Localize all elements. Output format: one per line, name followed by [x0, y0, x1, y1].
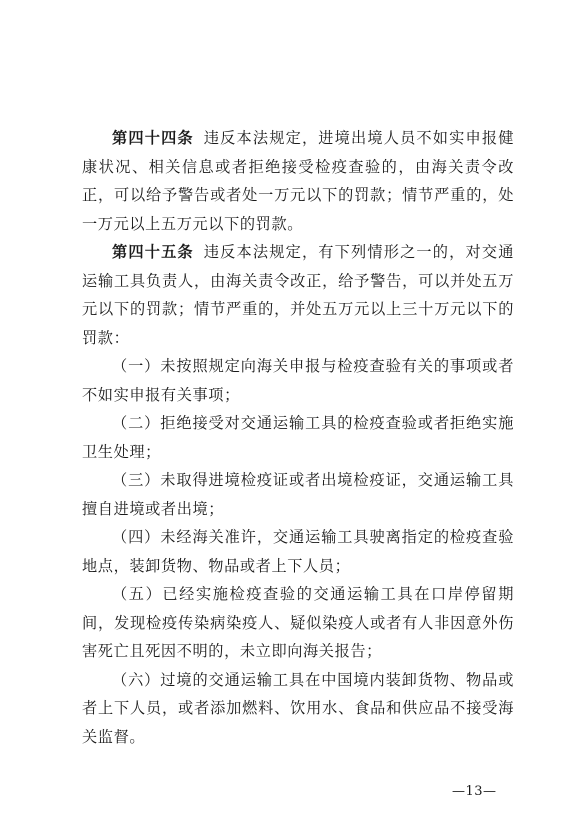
- article-45-number: 第四十五条: [112, 243, 194, 261]
- article-45-item-6: （六）过境的交通运输工具在中国境内装卸货物、物品或者上下人员，或者添加燃料、饮用水、食品和供应品不接受海关监督。: [82, 670, 514, 746]
- article-45-text: 违反本法规定，有下列情形之一的，对交通运输工具负责人，由海关责令改正，给予警告，可以并处五万元以下的罚款；情节严重的，并处五万元以上三十万元以下的罚款：: [82, 243, 515, 347]
- article-45-item-5: （五）已经实施检疫查验的交通运输工具在口岸停留期间，发现检疫传染病染疫人、疑似染疫人或者有人非因意外伤害死亡且死因不明的，未立即向海关报告；: [82, 585, 514, 660]
- article-45-item-4: （四）未经海关准许，交通运输工具驶离指定的检疫查验地点，装卸货物、物品或者上下人员；: [82, 528, 514, 575]
- article-45-item-2: （二）拒绝接受对交通运输工具的检疫查验或者拒绝实施卫生处理；: [82, 414, 514, 461]
- document-body: [82, 124, 514, 751]
- article-45-item-3: （三）未取得进境检疫证或者出境检疫证，交通运输工具擅自进境或者出境；: [82, 471, 514, 518]
- page-number: —13—: [452, 784, 497, 799]
- article-45: [82, 238, 514, 352]
- article-44: [82, 124, 514, 238]
- article-45-item-1: （一）未按照规定向海关申报与检疫查验有关的事项或者不如实申报有关事项；: [82, 357, 514, 404]
- article-44-text: 违反本法规定，进境出境人员不如实申报健康状况、相关信息或者拒绝接受检疫查验的，由海关责令改正，可以给予警告或者处一万元以下的罚款；情节严重的，处一万元以上五万元以下的罚款。: [82, 129, 515, 233]
- article-44-number: 第四十四条: [112, 129, 194, 147]
